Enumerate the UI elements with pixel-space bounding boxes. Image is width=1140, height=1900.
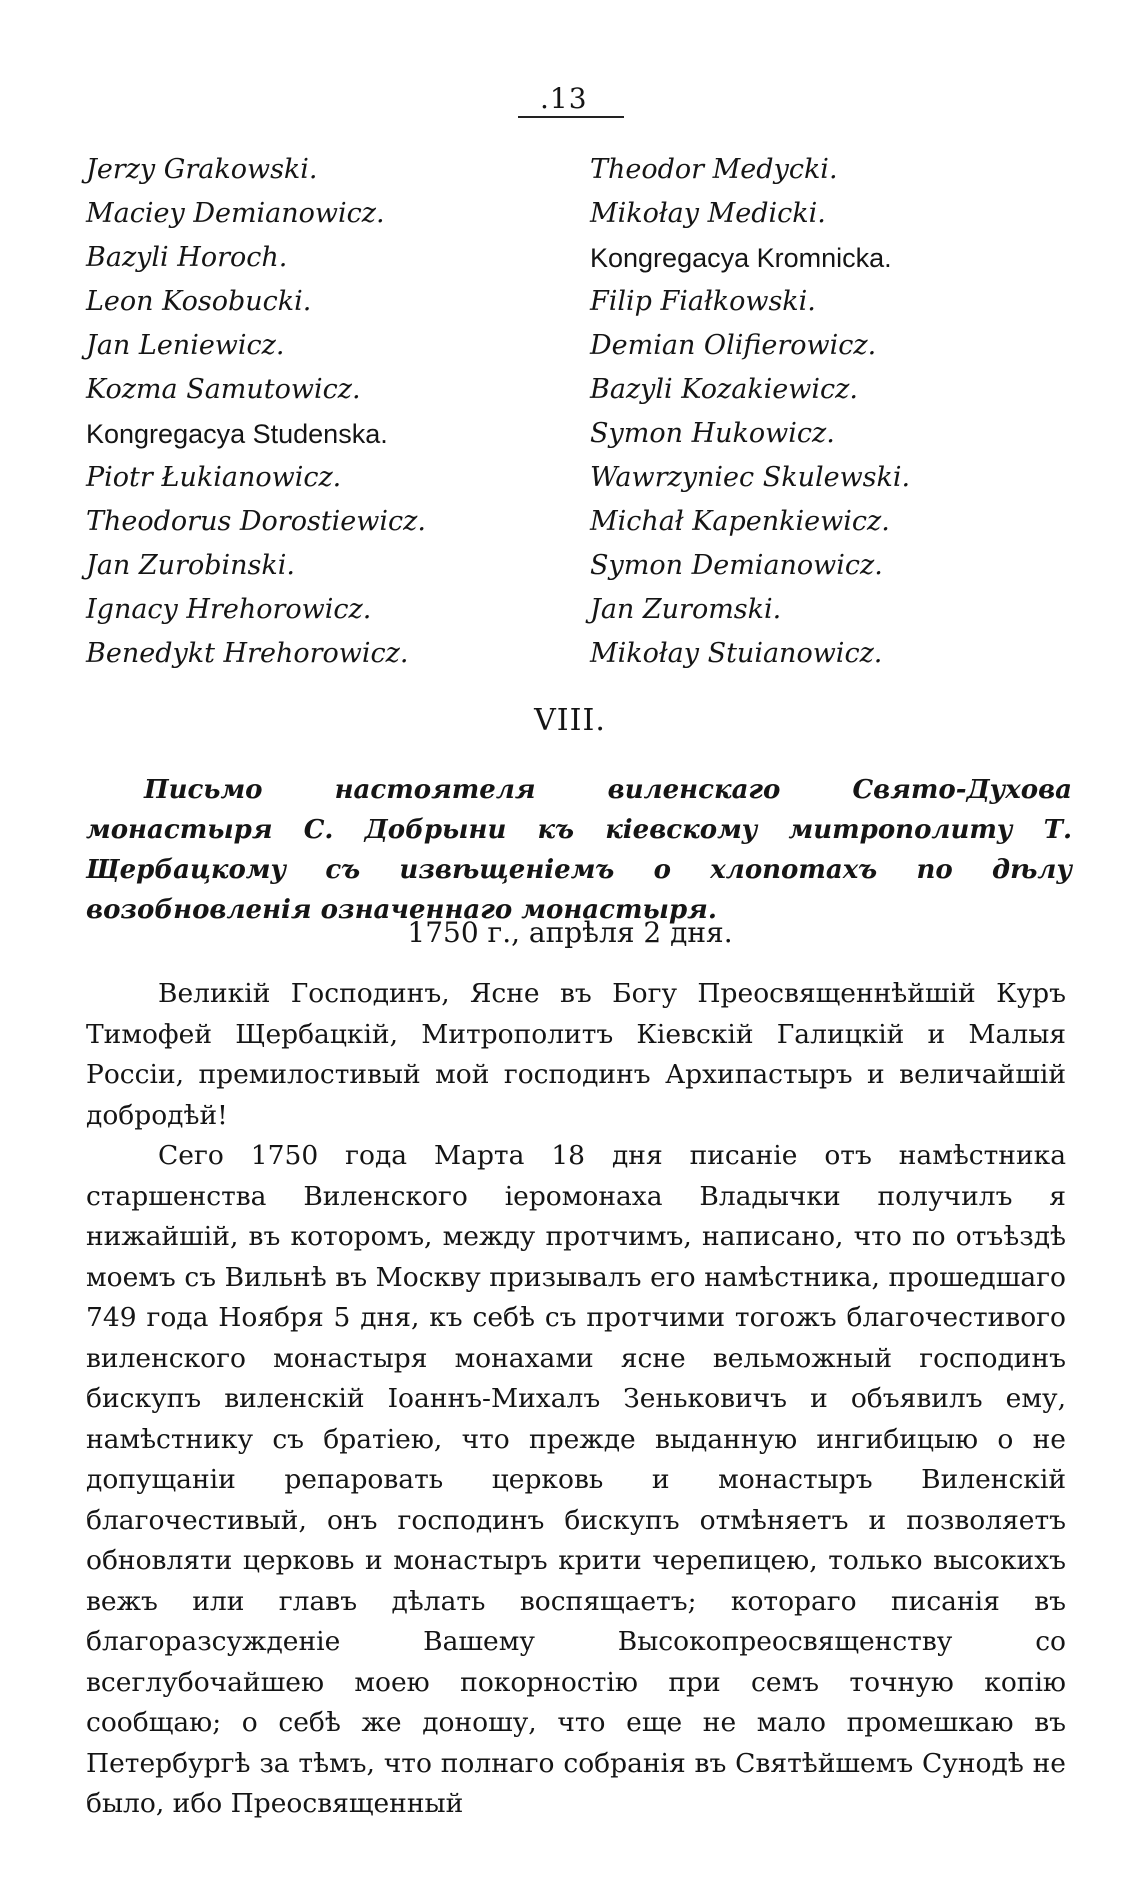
signatory-name: Michał Kapenkiewicz. — [590, 506, 890, 537]
document-body — [86, 974, 1066, 1825]
signatory-name: Theodorus Dorostiewicz. — [86, 506, 426, 537]
page-number-rule — [518, 116, 624, 118]
signatory-name: Jan Zurobinski. — [86, 550, 295, 581]
body-paragraph: Сего 1750 года Марта 18 дня писаніе отъ намѣстника старшенства Виленского іеромонаха Владычки получилъ я нижайшій, въ которомъ, между протчимъ, написано, что по отъѣздѣ моемъ съ Вильнѣ въ Москву призывалъ его намѣстника, прошедшаго 749 года Ноября 5 дня, къ себѣ съ протчими тогожъ благочестивого виленского монастыря монахами ясне вельможный господинъ бискупъ виленскій Іоаннъ-Михалъ Зеньковичъ и объявилъ ему, намѣстнику съ братіею, что прежде выданную ингибицыю о не допущаніи репаровать церковь и монастыръ Виленскій благочестивый, онъ господинъ бискупъ отмѣняетъ и позволяетъ обновляти церковь и монастыръ крити черепицею, только высокихъ вежъ или главъ дѣлать воспящаетъ; котораго писанія въ благоразсужденіе Вашему Высокопреосвященству со всеглубочайшею моею покорностію при семъ точную копію сообщаю; о себѣ же доношу, что еще не мало промешкаю въ Петербургѣ за тѣмъ, что полнаго собранія въ Святѣйшемъ Сунодѣ не было, ибо Преосвященный — [86, 1140, 1066, 1819]
signatories-right-column — [590, 148, 1070, 676]
signatory-name: Theodor Medycki. — [590, 154, 838, 185]
signatory-name: Benedykt Hrehorowicz. — [86, 638, 409, 669]
document-title-text: Письмо настоятеля виленскаго Свято-Духова монастыря С. Добрыни къ кіевскому митрополиту Т. Щербацкому съ извѣщеніемъ о хлопотахъ по дѣлу возобновленія означеннаго монастыря. — [86, 775, 1072, 925]
signatory-name: Jan Zuromski. — [590, 594, 782, 625]
document-date: 1750 г., апрѣля 2 дня. — [407, 916, 733, 949]
congregation-name: Kongregacya Studenska. — [86, 419, 388, 449]
document-title — [86, 770, 1072, 930]
signatory-name: Jerzy Grakowski. — [86, 154, 318, 185]
body-paragraph: Великій Господинъ, Ясне въ Богу Преосвященнѣйшій Куръ Тимофей Щербацкій, Митрополитъ Кіевскій Галицкій и Малыя Россіи, премилостивый мой господинъ Архипастыръ и величайшій добродѣй! — [86, 978, 1066, 1131]
signatory-name: Maciey Demianowicz. — [86, 198, 385, 229]
signatory-name: Bazyli Kozakiewicz. — [590, 374, 858, 405]
signatories-left-column — [86, 148, 556, 676]
signatory-name: Ignacy Hrehorowicz. — [86, 594, 372, 625]
signatory-name: Piotr Łukianowicz. — [86, 462, 342, 493]
signatory-name: Filip Fiałkowski. — [590, 286, 816, 317]
signatory-name: Mikołay Medicki. — [590, 198, 826, 229]
signatory-name: Kozma Samutowicz. — [86, 374, 361, 405]
signatory-name: Demian Olifierowicz. — [590, 330, 877, 361]
signatory-name: Symon Hukowicz. — [590, 418, 835, 449]
signatory-name: Jan Leniewicz. — [86, 330, 285, 361]
signatories-list — [86, 148, 1076, 678]
signatory-name: Mikołay Stuianowicz. — [590, 638, 883, 669]
congregation-name: Kongregacya Kromnicka. — [590, 243, 892, 273]
document-number: VIII. — [534, 703, 606, 738]
signatory-name: Leon Kosobucki. — [86, 286, 312, 317]
signatory-name: Bazyli Horoch. — [86, 242, 288, 273]
signatory-name: Wawrzyniec Skulewski. — [590, 462, 911, 493]
signatory-name: Symon Demianowicz. — [590, 550, 883, 581]
page-number: .13 — [540, 82, 588, 115]
